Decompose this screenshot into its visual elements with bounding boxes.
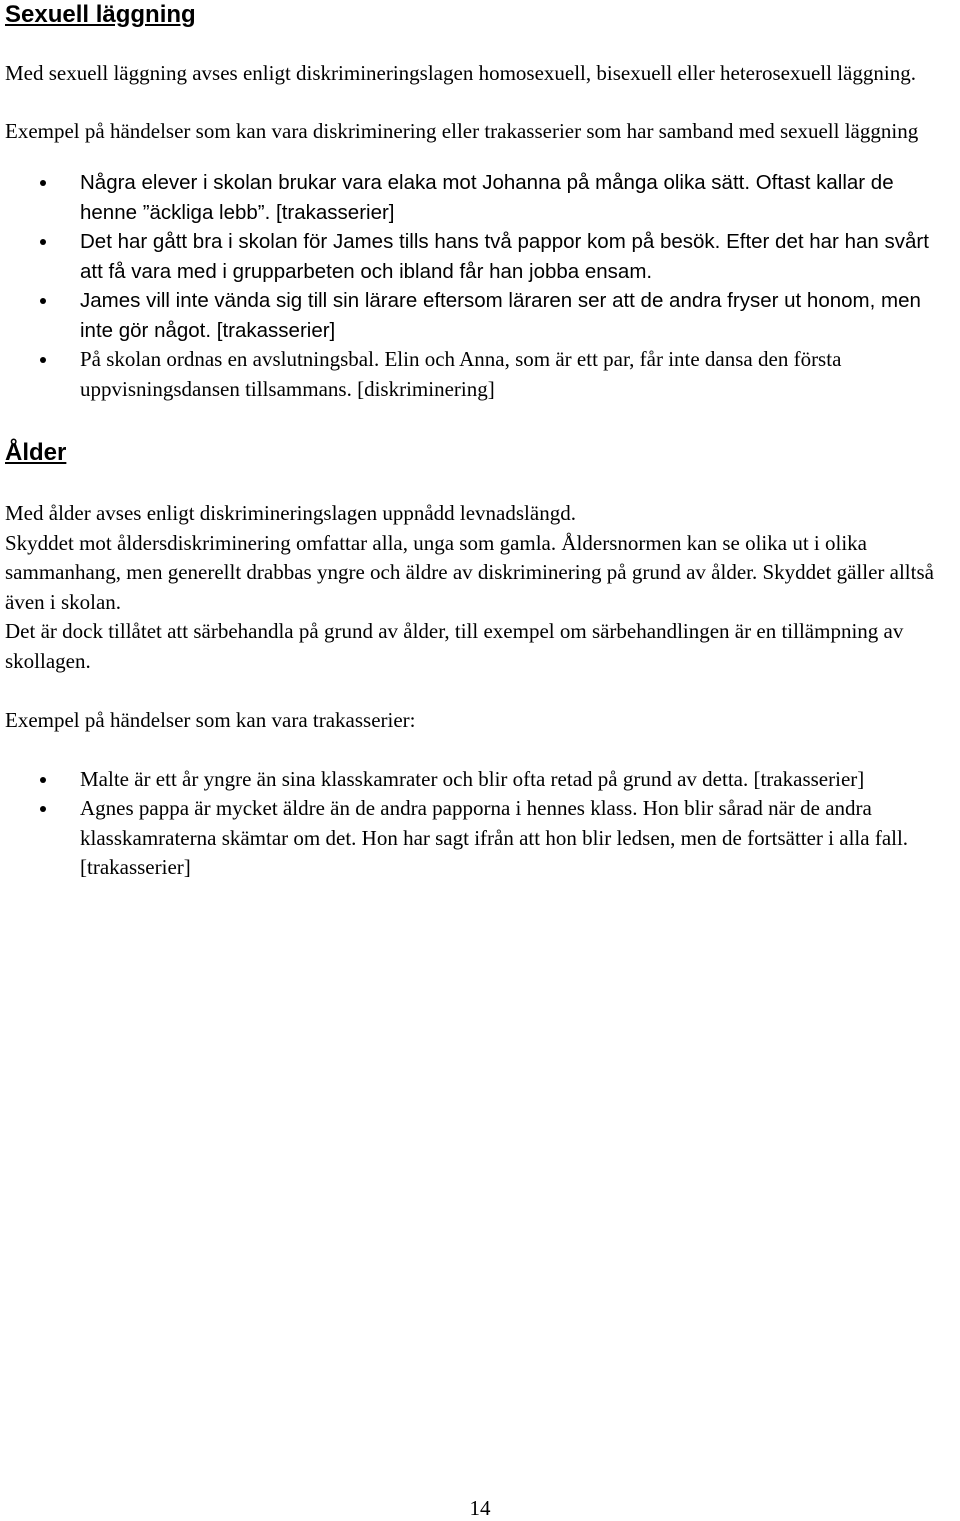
examples-intro: Exempel på händelser som kan vara diskriminering eller trakasserier som har samband med sexuell läggning — [5, 118, 919, 143]
examples-list — [5, 168, 953, 404]
list-item: Agnes pappa är mycket äldre än de andra papporna i hennes klass. Hon blir sårad när de andra klasskamraterna skämtar om det. Hon har sagt ifrån att hon blir ledsen, men de fortsätter i alla fall. [trakasserier] — [5, 794, 953, 883]
list-item: Några elever i skolan brukar vara elaka mot Johanna på många olika sätt. Oftast kallar de henne ”äckliga lebb”. [trakasserier] — [5, 168, 953, 227]
list-item: James vill inte vända sig till sin lärare eftersom läraren ser att de andra fryser ut honom, men inte gör något. [trakasserier] — [5, 286, 953, 345]
category-tag: [diskriminering] — [357, 376, 495, 401]
examples-intro: Exempel på händelser som kan vara trakasserier: — [5, 708, 416, 732]
definition-paragraph: Med ålder avses enligt diskrimineringslagen uppnådd levnadslängd. — [5, 501, 576, 525]
page-number: 14 — [469, 1496, 491, 1520]
category-tag: [trakasserier] — [216, 318, 336, 342]
list-item: Det har gått bra i skolan för James tills hans två pappor kom på besök. Efter det har han svårt att få vara med i grupparbeten och ibland får han jobba ensam. — [5, 227, 953, 286]
section-heading-age: Ålder — [5, 439, 67, 466]
list-item: På skolan ordnas en avslutningsbal. Elin och Anna, som är ett par, får inte dansa den första uppvisningsdansen tillsammans. [diskriminering] — [5, 345, 953, 404]
category-tag: [trakasserier] — [753, 766, 865, 791]
document-page — [5, 0, 953, 883]
definition-paragraph: Med sexuell läggning avses enligt diskrimineringslagen homosexuell, bisexuell eller heterosexuell läggning. — [5, 61, 916, 85]
protection-paragraph: Skyddet mot åldersdiskriminering omfattar alla, unga som gamla. Åldersnormen kan se olika ut i olika sammanhang, men generellt drabbas yngre och äldre av diskriminering på grund av ålder. Skyddet gäller alltså även i skolan. — [5, 530, 934, 614]
examples-list — [5, 765, 953, 883]
category-tag: [trakasserier] — [80, 855, 191, 879]
section-heading-sexual-orientation: Sexuell läggning — [5, 1, 196, 28]
category-tag: [trakasserier] — [276, 200, 395, 224]
list-item: Malte är ett år yngre än sina klasskamrater och blir ofta retad på grund av detta. [trakasserier] — [5, 765, 953, 795]
exception-paragraph: Det är dock tillåtet att särbehandla på grund av ålder, till exempel om särbehandlingen är en tillämpning av skollagen. — [5, 619, 904, 673]
